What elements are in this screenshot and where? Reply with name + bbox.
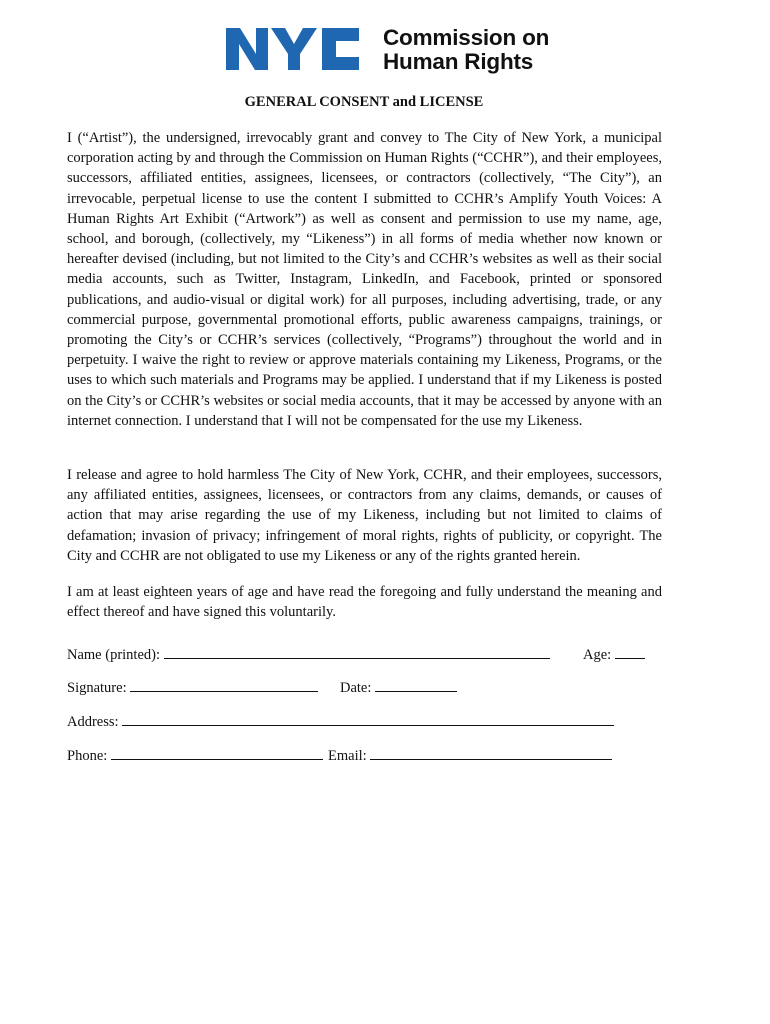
address-field[interactable] (122, 712, 614, 726)
email-label: Email: (328, 748, 367, 764)
document-title: GENERAL CONSENT and LICENSE (244, 94, 484, 110)
date-label: Date: (340, 680, 372, 696)
signature-row (67, 678, 318, 697)
age-field[interactable] (615, 645, 645, 659)
signature-label: Signature: (67, 680, 127, 696)
address-row (67, 712, 614, 731)
email-field[interactable] (370, 746, 612, 760)
org-name-line2: Human Rights (383, 49, 534, 74)
name-label: Name (printed): (67, 647, 161, 663)
age-attestation-paragraph: I am at least eighteen years of age and have read the foregoing and fully understand the meaning and effect thereof and have signed this voluntarily. (67, 584, 662, 621)
email-row (328, 746, 612, 765)
org-name (383, 26, 549, 74)
signature-field[interactable] (130, 678, 318, 692)
date-field[interactable] (375, 678, 457, 692)
name-row (67, 645, 550, 664)
release-paragraph: I release and agree to hold harmless The City of New York, CCHR, and their employees, successors, any affiliated entities, assignees, licensees, or contractors from any claims, demands, or causes of action that may arise regarding the use of my Likeness, including but not limited to claims of defamation; invasion of privacy; infringement of moral rights, rights of publicity, or copyright. The City and CCHR are not obligated to use my Likeness or any of the rights granted herein. (67, 467, 662, 564)
age-label: Age: (583, 647, 612, 663)
age-row (583, 645, 645, 664)
nyc-logo-mark (226, 28, 359, 70)
phone-row (67, 746, 323, 765)
address-label: Address: (67, 714, 119, 730)
license-paragraph: I (“Artist”), the undersigned, irrevocably grant and convey to The City of New York, a municipal corporation acting by and through the Commission on Human Rights (“CCHR”), and their employees, successors, affiliated entities, assignees, licensees, or contractors (collectively, “The City”), an irrevocable, perpetual license to use the content I submitted to CCHR’s Amplify Youth Voices: A Human Rights Art Exhibit (“Artwork”) as well as consent and permission to use my name, age, school, and borough, (collectively, my “Likeness”) in all forms of media whether now known or hereafter devised (including, but not limited to the City’s and CCHR’s websites as well as their social media accounts, such as Twitter, Instagram, LinkedIn, and Facebook, printed or sponsored publications, and audio-visual or digital work) for all purposes, including advertising, trade, or any commercial purpose, governmental promotional efforts, public awareness campaigns, trainings, or promoting the City’s or CCHR’s services (collectively, “Programs”) throughout the world and in perpetuity. I waive the right to review or approve materials containing my Likeness, Programs, or the uses to which such materials and Programs may be applied. I understand that if my Likeness is posted on the City’s or CCHR’s websites or social media accounts, that it may be accessed by anyone with an internet connection. I understand that I will not be compensated for the use my Likeness. (67, 130, 662, 429)
phone-field[interactable] (111, 746, 323, 760)
phone-label: Phone: (67, 748, 108, 764)
date-row (340, 678, 457, 697)
org-name-line1: Commission on (383, 25, 550, 50)
name-field[interactable] (164, 645, 550, 659)
